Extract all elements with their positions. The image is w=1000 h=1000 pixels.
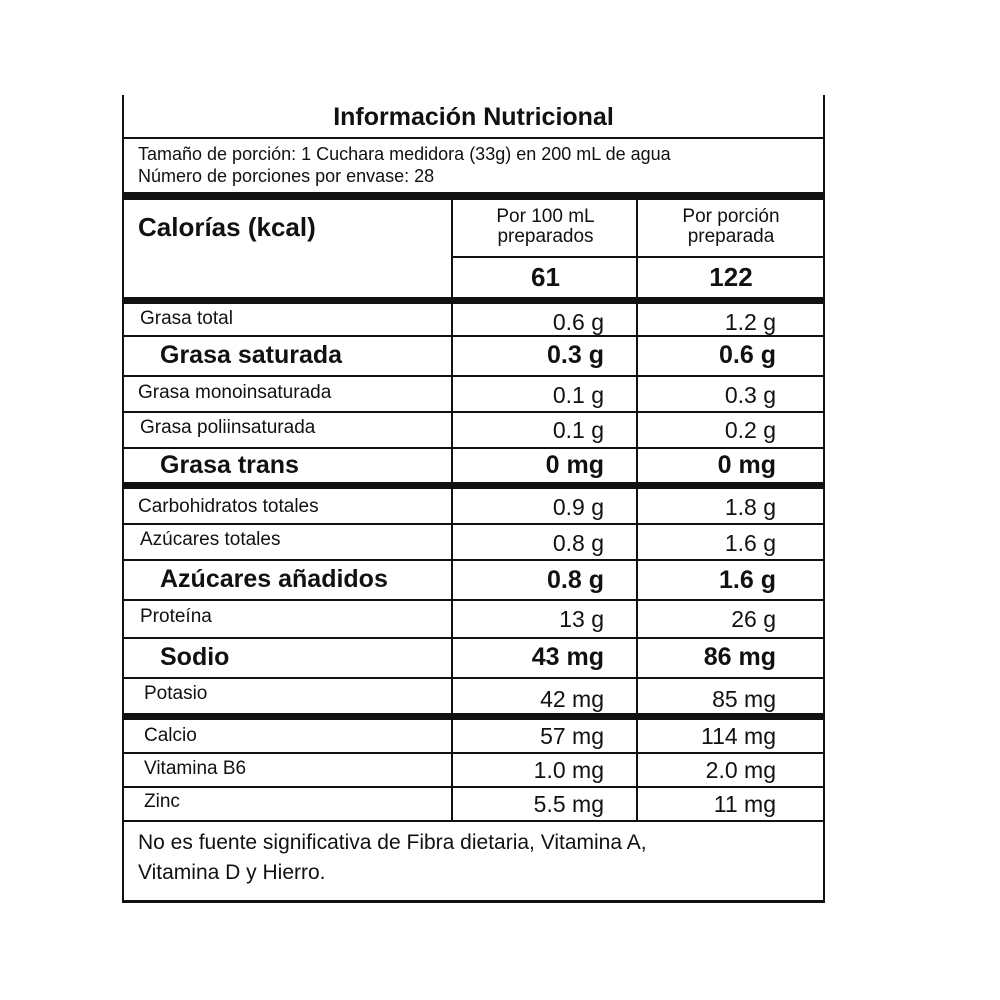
label-title: Información Nutricional — [333, 103, 614, 131]
table-row: Vitamina B6 1.0 mg 2.0 mg — [144, 757, 776, 783]
calories-label: Calorías (kcal) — [138, 212, 316, 242]
servings-per-container: Número de porciones por envase: 28 — [138, 166, 435, 186]
serving-size: Tamaño de porción: 1 Cuchara medidora (33g) en 200 mL de agua — [138, 144, 671, 164]
table-row: Grasa saturada 0.3 g 0.6 g — [160, 341, 776, 369]
column-header-per-serving: Por porción preparada — [682, 206, 780, 247]
calories-per-serving: 122 — [709, 262, 753, 292]
table-row: Grasa trans 0 mg 0 mg — [160, 451, 776, 479]
table-row: Azúcares totales 0.8 g 1.6 g — [140, 529, 776, 556]
table-row: Proteína 13 g 26 g — [140, 606, 776, 632]
table-row: Grasa total 0.6 g 1.2 g — [140, 308, 776, 335]
table-row: Sodio 43 mg 86 mg — [160, 643, 776, 671]
table-row: Grasa monoinsaturada 0.1 g 0.3 g — [138, 382, 776, 408]
table-row: Carbohidratos totales 0.9 g 1.8 g — [138, 494, 776, 520]
serving-info — [138, 143, 671, 187]
footer-note: No es fuente significativa de Fibra dietaria, Vitamina A, Vitamina D y Hierro. — [138, 831, 647, 884]
nutrition-facts-label — [122, 95, 825, 903]
table-row: Calcio 57 mg 114 mg — [144, 723, 776, 749]
table-row: Grasa poliinsaturada 0.1 g 0.2 g — [140, 417, 776, 443]
calories-per-100ml: 61 — [531, 262, 560, 292]
table-row: Zinc 5.5 mg 11 mg — [144, 791, 776, 817]
table-row: Potasio 42 mg 85 mg — [144, 683, 776, 712]
thick-divider — [124, 713, 823, 720]
thick-divider — [124, 297, 823, 304]
column-header-per-100ml: Por 100 mL preparados — [496, 206, 595, 247]
thick-divider — [124, 482, 823, 489]
divider — [124, 820, 823, 822]
table-row: Azúcares añadidos 0.8 g 1.6 g — [160, 565, 776, 594]
divider — [124, 137, 823, 139]
thick-divider — [124, 192, 823, 200]
